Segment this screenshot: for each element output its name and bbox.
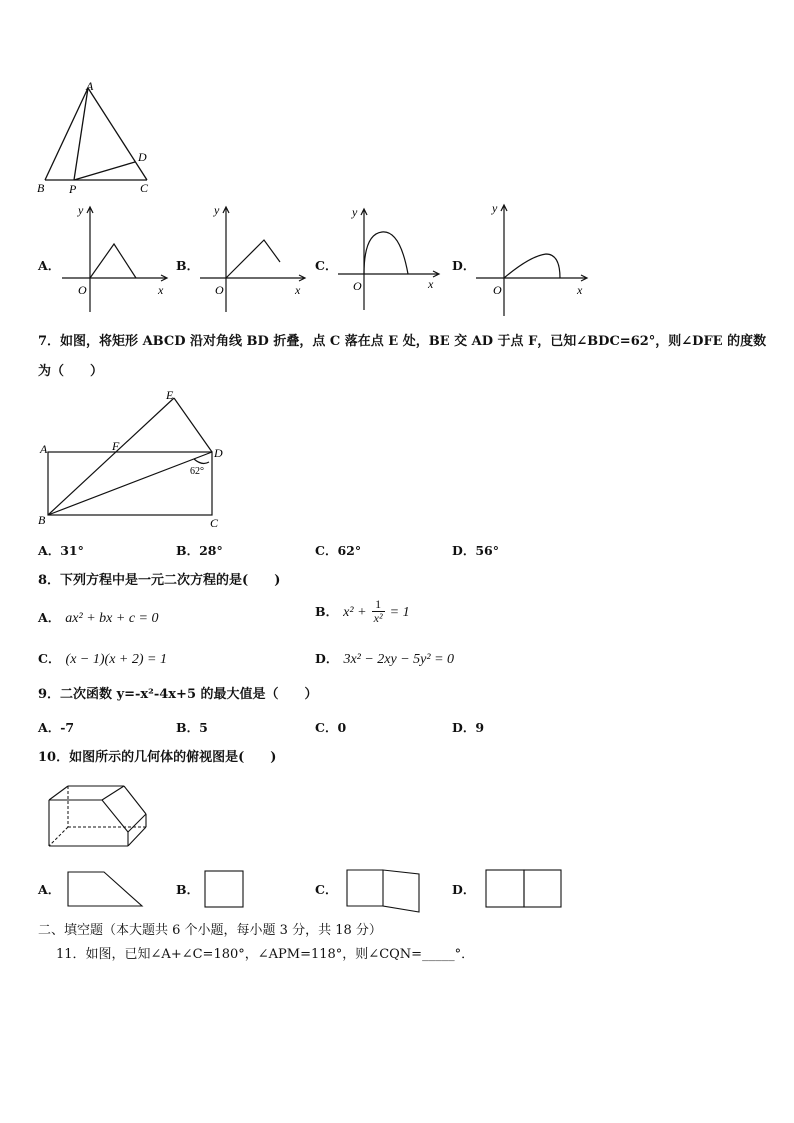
solid-figure	[44, 780, 150, 852]
q10-option-a-label: A．	[38, 882, 61, 897]
q10-option-c-label: C．	[315, 882, 338, 897]
origin-label: O	[493, 283, 502, 297]
q8-option-b-tail: = 1	[389, 605, 410, 620]
point-label-c: C	[210, 516, 219, 530]
option-label-d: D．	[452, 258, 476, 273]
vertex-label-c: C	[140, 181, 149, 195]
q8-option-a-expression: ax² + bx + c = 0	[65, 611, 159, 626]
q10-option-b-label: B．	[176, 882, 200, 897]
q10-option-d-shape	[483, 867, 565, 911]
y-axis-label: y	[352, 205, 358, 219]
q9-option-c: C．0	[315, 720, 347, 735]
vertex-label-b: B	[37, 181, 45, 195]
point-label-a: A	[40, 442, 48, 456]
question-7-stem-line1: 7．如图，将矩形 ABCD 沿对角线 BD 折叠，点 C 落在点 E 处，BE 交 AD 于点 F，已知∠BDC=62°，则∠DFE 的度数	[38, 334, 767, 349]
point-label-f: F	[112, 439, 120, 453]
origin-label: O	[78, 283, 87, 297]
q8-option-a	[38, 607, 158, 627]
vertex-label-d: D	[138, 150, 147, 164]
q7-option-d: D．56°	[452, 543, 499, 558]
option-label-c: C．	[315, 258, 338, 273]
q8-option-a-label: A．	[38, 610, 61, 625]
q9-option-b: B．5	[176, 720, 208, 735]
point-label-b: B	[38, 513, 46, 527]
fraction-numerator: 1	[372, 598, 385, 612]
q7-option-a: A．31°	[38, 543, 84, 558]
vertex-label-a: A	[86, 79, 94, 93]
graph-option-a	[56, 202, 172, 320]
q10-option-c-shape	[343, 866, 425, 916]
question-10-stem: 10．如图所示的几何体的俯视图是( )	[38, 750, 277, 765]
x-axis-label: x	[158, 283, 164, 297]
q8-option-d-expression: 3x² − 2xy − 5y² = 0	[343, 652, 455, 667]
triangle-figure	[30, 78, 170, 196]
point-label-e: E	[166, 388, 174, 402]
q9-option-d: D．9	[452, 720, 485, 735]
point-label-d: D	[214, 446, 223, 460]
q8-option-d	[315, 648, 454, 668]
x-axis-label: x	[295, 283, 301, 297]
angle-label: 62°	[190, 466, 204, 477]
q8-option-b-lead: x² +	[343, 605, 367, 620]
q7-option-c: C．62°	[315, 543, 362, 558]
q7-option-b: B．28°	[176, 543, 223, 558]
q8-option-b-label: B．	[315, 604, 339, 619]
q8-option-c-expression: (x − 1)(x + 2) = 1	[65, 652, 167, 667]
q8-option-d-label: D．	[315, 651, 339, 666]
option-label-b: B．	[176, 258, 200, 273]
rectangle-fold-figure	[34, 386, 234, 532]
x-axis-label: x	[428, 277, 434, 291]
q8-option-c-label: C．	[38, 651, 61, 666]
q9-option-a: A．-7	[38, 720, 75, 735]
option-label-a: A．	[38, 258, 61, 273]
graph-option-d	[472, 198, 592, 320]
origin-label: O	[215, 283, 224, 297]
question-8-stem: 8．下列方程中是一元二次方程的是( )	[38, 573, 281, 588]
q8-option-c	[38, 648, 167, 668]
q10-option-a-shape	[64, 868, 146, 910]
y-axis-label: y	[214, 203, 220, 217]
y-axis-label: y	[492, 201, 498, 215]
x-axis-label: x	[577, 283, 583, 297]
q10-option-d-label: D．	[452, 882, 476, 897]
q10-option-b-shape	[202, 868, 246, 910]
fraction-denominator: x²	[373, 611, 383, 625]
question-11-stem: 11．如图，已知∠A+∠C=180°，∠APM=118°，则∠CQN=_____°．	[56, 947, 475, 962]
question-9-stem: 9．二次函数 y=-x²-4x+5 的最大值是（ ）	[38, 687, 318, 702]
section-2-heading: 二、填空题（本大题共 6 个小题，每小题 3 分，共 18 分）	[38, 923, 382, 938]
graph-option-b	[196, 202, 312, 320]
origin-label: O	[353, 279, 362, 293]
q8-option-b	[315, 598, 410, 625]
question-7-stem-line2: 为（ ）	[38, 364, 104, 379]
y-axis-label: y	[78, 203, 84, 217]
vertex-label-p: P	[69, 182, 77, 196]
graph-option-c	[334, 200, 444, 320]
